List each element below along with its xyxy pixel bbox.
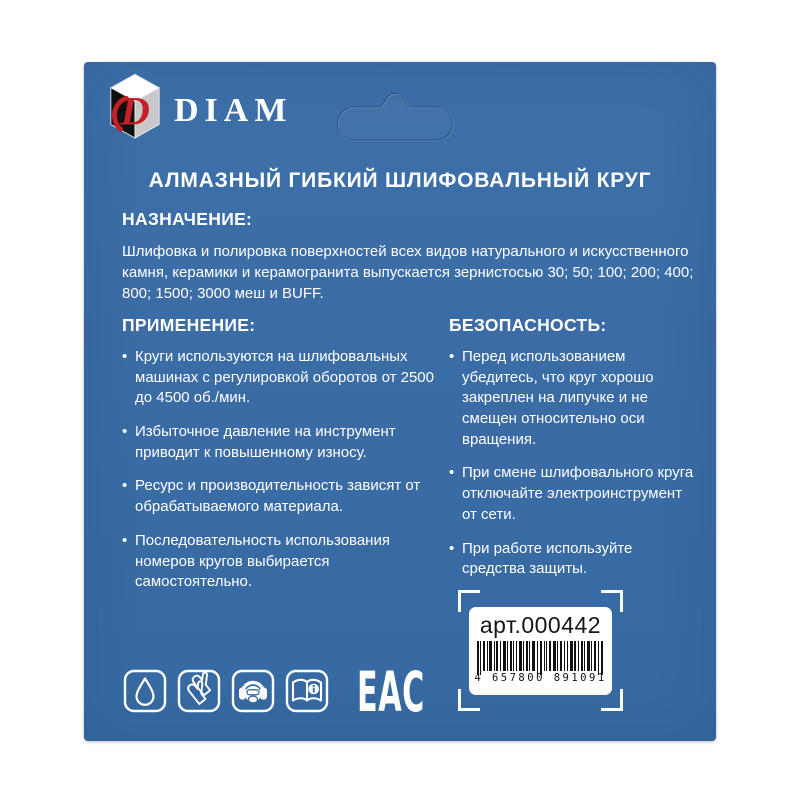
list-item: [449, 463, 699, 525]
list-item-text: Избыточное давление на инструмент приводит к повышенному износу.: [135, 423, 396, 461]
pictogram-row: [123, 669, 329, 713]
list-item-text: При работе используйте средства защиты.: [462, 539, 633, 578]
ear-eye-protection-icon: [231, 669, 275, 713]
brand-name: DIAM: [174, 92, 293, 129]
product-title: АЛМАЗНЫЙ ГИБКИЙ ШЛИФОВАЛЬНЫЙ КРУГ: [148, 169, 652, 192]
application-list: [122, 347, 436, 593]
application-heading: ПРИМЕНЕНИЕ:: [122, 315, 256, 335]
barcode-label: [469, 607, 612, 695]
list-item: [122, 347, 436, 409]
list-item: [449, 347, 699, 450]
section-safety: [449, 315, 699, 606]
list-item-text: Ресурс и производительность зависят от обрабатываемого материала.: [135, 477, 421, 516]
list-item-text: Перед использованием убедитесь, что круг хорошо закреплен на липучке и не смещен относительно оси вращения.: [462, 348, 654, 448]
list-item: [122, 476, 436, 517]
list-item: [122, 531, 436, 593]
list-item-text: При смене шлифовального круга отключайте электроинструмент от сети.: [462, 464, 694, 523]
euro-hang-slot: [334, 92, 456, 144]
list-item-text: Круги используются на шлифовальных машинах с регулировкой оборотов от 2500 до 4500 об./мин.: [135, 348, 434, 407]
protective-gloves-icon: [177, 669, 221, 713]
package-back-card: [84, 62, 716, 741]
safety-heading: БЕЗОПАСНОСТЬ:: [449, 315, 607, 335]
read-manual-icon: [285, 669, 329, 713]
diam-cube-icon: [106, 71, 164, 145]
section-purpose: [122, 209, 710, 304]
water-drop-icon: [123, 669, 167, 713]
barcode-block: [458, 590, 623, 711]
safety-list: [449, 347, 699, 580]
list-item: [122, 422, 436, 463]
brand-logo: [106, 71, 292, 145]
list-item-text: Последовательность использования номеров кругов выбирается самостоятельно.: [135, 531, 390, 591]
columns: [122, 315, 699, 606]
svg-text:D: D: [120, 88, 150, 134]
article-number: арт.000442: [479, 612, 602, 638]
barcode-icon: [477, 641, 604, 675]
eac-mark: EAC: [357, 660, 425, 724]
purpose-heading: НАЗНАЧЕНИЕ:: [122, 209, 253, 229]
list-item: [449, 539, 699, 580]
barcode-digits: 4 657800 891091: [474, 672, 607, 684]
purpose-text: Шлифовка и полировка поверхностей всех видов натурального и искусственного камня, керамики и керамогранита выпускается зернистосью 30; 50; 100; 200; 400; 800; 1500; 3000 меш и BUFF.: [122, 243, 694, 302]
section-application: [122, 315, 436, 606]
